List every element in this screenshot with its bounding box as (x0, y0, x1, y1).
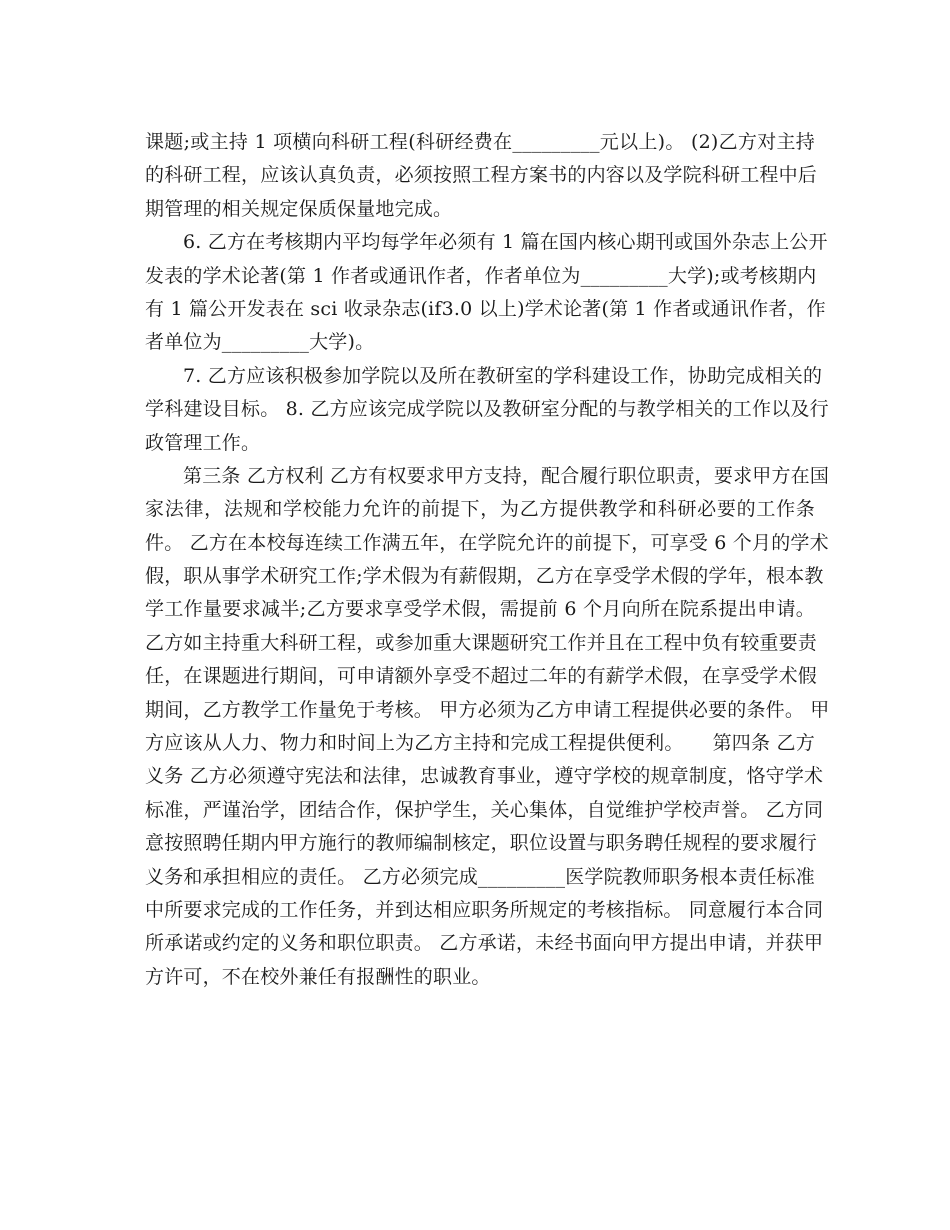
text-line: 家法律，法规和学校能力允许的前提下，为乙方提供教学和科研必要的工作条 (145, 498, 815, 521)
text-line: 学科建设目标。 8. 乙方应该完成学院以及教研室分配的与教学相关的工作以及行 (145, 398, 829, 421)
text-line: 期管理的相关规定保质保量地完成。 (145, 197, 453, 220)
text-line: 假，职从事学术研究工作;学术假为有薪假期，乙方在享受学术假的学年，根本教 (145, 565, 824, 588)
text-line: 期间，乙方教学工作量免于考核。 甲方必须为乙方申请工程提供必要的条件。 甲 (145, 698, 830, 721)
text-line: 6. 乙方在考核期内平均每学年必须有 1 篇在国内核心期刊或国外杂志上公开 (183, 231, 828, 254)
text-line: 7. 乙方应该积极参加学院以及所在教研室的学科建设工作，协助完成相关的 (183, 364, 823, 387)
text-line: 课题;或主持 1 项横向科研工程(科研经费在_________元以上)。 (2)乙方对主持 (145, 131, 815, 153)
text-line: 义务和承担相应的责任。 乙方必须完成_________医学院教师职务根本责任标准 (145, 865, 815, 888)
text-line: 方许可，不在校外兼任有报酬性的职业。 (145, 965, 491, 988)
text-line: 第三条 乙方权利 乙方有权要求甲方支持，配合履行职位职责，要求甲方在国 (183, 464, 830, 487)
text-line: 意按照聘任期内甲方施行的教师编制核定，职位设置与职务聘任规程的要求履行 (145, 832, 818, 855)
text-line: 者单位为_________大学)。 (145, 331, 375, 354)
text-line: 乙方如主持重大科研工程，或参加重大课题研究工作并且在工程中负有较重要责 (145, 631, 818, 654)
text-line: 政管理工作。 (145, 431, 261, 454)
text-line: 任，在课题进行期间，可申请额外享受不超过二年的有薪学术假，在享受学术假 (145, 665, 818, 688)
text-line: 发表的学术论著(第 1 作者或通讯作者，作者单位为_________大学);或考核期内 (145, 264, 817, 287)
text-line: 的科研工程，应该认真负责，必须按照工程方案书的内容以及学院科研工程中后 (145, 164, 818, 187)
text-line: 件。 乙方在本校每连续工作满五年，在学院允许的前提下，可享受 6 个月的学术 (145, 531, 829, 554)
text-line: 有 1 篇公开发表在 sci 收录杂志(if3.0 以上)学术论著(第 1 作者或通讯作者，作 (145, 297, 826, 320)
text-line: 义务 乙方必须遵守宪法和法律，忠诚教育事业，遵守学校的规章制度，恪守学术 (145, 765, 824, 788)
text-line: 标准，严谨治学，团结合作，保护学生，关心集体，自觉维护学校声誉。 乙方同 (145, 798, 824, 821)
text-line: 中所要求完成的工作任务，并到达相应职务所规定的考核指标。 同意履行本合同 (145, 898, 824, 921)
document-body (145, 126, 830, 994)
text-line: 方应该从人力、物力和时间上为乙方主持和完成工程提供便利。 第四条 乙方 (145, 732, 815, 755)
text-line: 学工作量要求减半;乙方要求享受学术假，需提前 6 个月向所在院系提出申请。 (145, 598, 815, 621)
text-line: 所承诺或约定的义务和职位职责。 乙方承诺，未经书面向甲方提出申请，并获甲 (145, 932, 824, 955)
